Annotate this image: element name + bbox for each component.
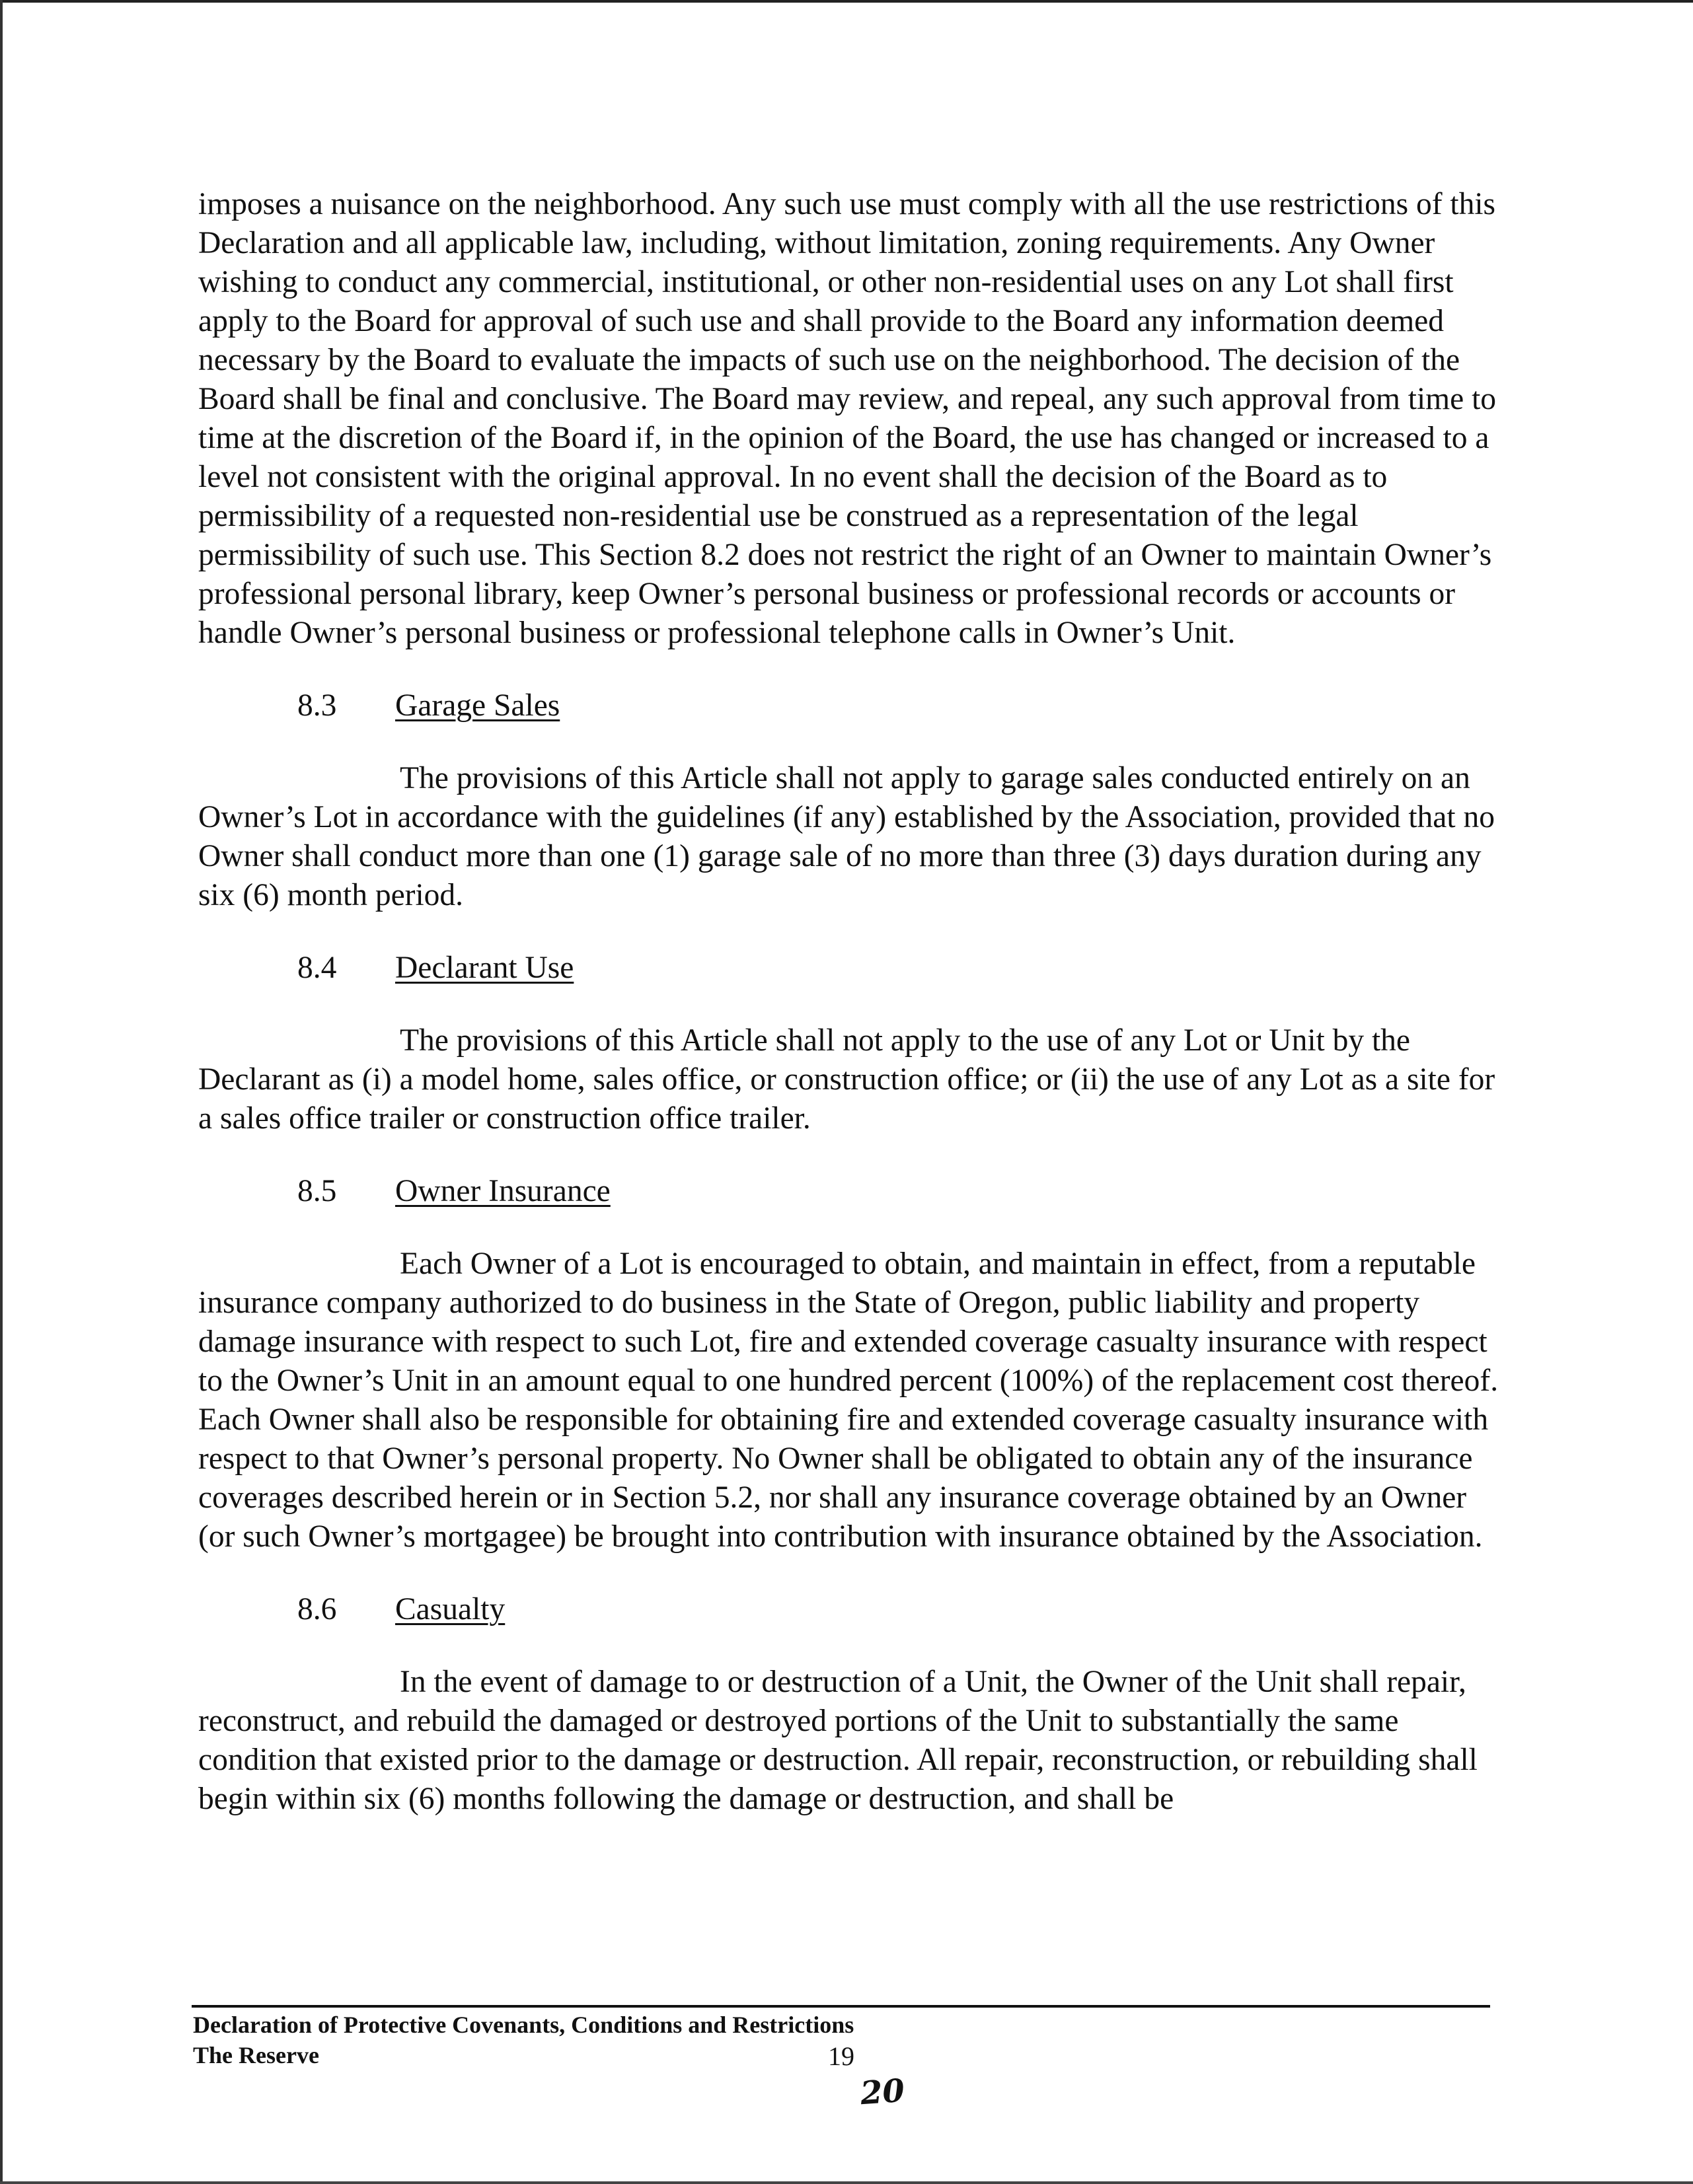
- section-heading: [198, 949, 1507, 988]
- section-paragraph: The provisions of this Article shall not apply to the use of any Lot or Unit by the Declarant as (i) a model home, sales office, or construction office; or (ii) the use of any Lot as a site for a sales office trailer or construction office trailer.: [198, 1023, 1495, 1136]
- page-number: 19: [828, 2041, 854, 2071]
- section-title: Owner Insurance: [395, 1174, 611, 1208]
- section-paragraph: Each Owner of a Lot is encouraged to obtain, and maintain in effect, from a reputable insurance company authorized to do business in the State of Oregon, public liability and property damage insurance with respect to such Lot, fire and extended coverage casualty insurance with respect to the Owner’s Unit in an amount equal to one hundred percent (100%) of the replacement cost thereof. Each Owner shall also be responsible for obtaining fire and extended coverage casualty insurance with respect to that Owner’s personal property. No Owner shall be obligated to obtain any of the insurance coverages described herein or in Section 5.2, nor shall any insurance coverage obtained by an Owner (or such Owner’s mortgagee) be brought into contribution with insurance obtained by the Association.: [198, 1247, 1499, 1554]
- scan-edge-bottom: [0, 2181, 1693, 2184]
- section-8-6: [198, 1590, 1507, 1819]
- section-number: 8.6: [297, 1592, 337, 1626]
- section-paragraph: In the event of damage to or destruction of a Unit, the Owner of the Unit shall repair, reconstruct, and rebuild the damaged or destroyed portions of the Unit to substantially the same condition that existed prior to the damage or destruction. All repair, reconstruction, or rebuilding shall begin within six (6) months following the damage or destruction, and shall be: [198, 1665, 1478, 1816]
- section-number: 8.5: [297, 1174, 337, 1208]
- footer-rule: [192, 2005, 1490, 2008]
- section-8-3: [198, 686, 1507, 915]
- section-number: 8.3: [297, 688, 337, 723]
- document-body: [198, 185, 1507, 1852]
- footer-project-name: The Reserve: [193, 2042, 319, 2068]
- section-8-4: [198, 949, 1507, 1138]
- section-8-5: [198, 1172, 1507, 1556]
- section-title: Declarant Use: [395, 951, 574, 985]
- scan-edge-left: [0, 0, 3, 2184]
- continuation-paragraph: imposes a nuisance on the neighborhood. Any such use must comply with all the use restrictions of this Declaration and all applicable law, including, without limitation, zoning requirements. Any Owner wishing to conduct any commercial, institutional, or other non-residential uses on any Lot shall first apply to the Board for approval of such use and shall provide to the Board any information deemed necessary by the Board to evaluate the impacts of such use on the neighborhood. The decision of the Board shall be final and conclusive. The Board may review, and repeal, any such approval from time to time at the discretion of the Board if, in the opinion of the Board, the use has changed or increased to a level not consistent with the original approval. In no event shall the decision of the Board as to permissibility of a requested non-residential use be construed as a representation of the legal permissibility of such use. This Section 8.2 does not restrict the right of an Owner to maintain Owner’s professional personal library, keep Owner’s personal business or professional records or accounts or handle Owner’s personal business or professional telephone calls in Owner’s Unit.: [198, 187, 1497, 650]
- section-heading: [198, 686, 1507, 725]
- footer-document-title: Declaration of Protective Covenants, Conditions and Restrictions: [193, 2012, 854, 2038]
- section-heading: [198, 1172, 1507, 1211]
- handwritten-page-mark: 20: [859, 2072, 906, 2113]
- section-paragraph: The provisions of this Article shall not apply to garage sales conducted entirely on an Owner’s Lot in accordance with the guidelines (if any) established by the Association, provided that no Owner shall conduct more than one (1) garage sale of no more than three (3) days duration during any six (6) month period.: [198, 761, 1495, 912]
- scan-edge-top: [0, 0, 1693, 3]
- section-number: 8.4: [297, 951, 337, 985]
- section-heading: [198, 1590, 1507, 1629]
- section-title: Casualty: [395, 1592, 506, 1626]
- section-title: Garage Sales: [395, 688, 560, 723]
